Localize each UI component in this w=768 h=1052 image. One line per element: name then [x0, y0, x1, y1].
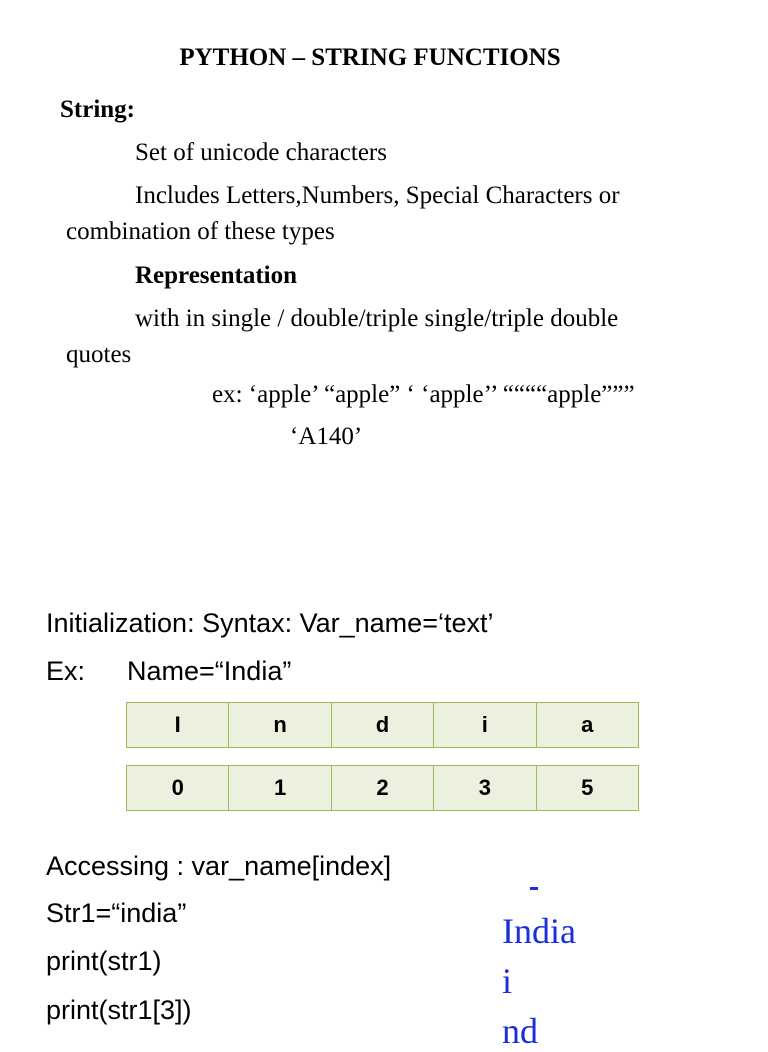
string-heading: String:	[60, 96, 135, 123]
representation-heading: Representation	[135, 262, 298, 289]
output-line-3: nd	[502, 1011, 538, 1051]
code-str1-assignment: Str1=“india”	[46, 898, 187, 928]
index-cell: 0	[127, 766, 229, 811]
char-cell: a	[536, 703, 638, 748]
index-cell: 3	[434, 766, 536, 811]
example-value: Name=“India”	[127, 656, 292, 686]
accessing-syntax: Accessing : var_name[index]	[46, 851, 392, 881]
index-cell: 1	[229, 766, 331, 811]
char-cell: d	[331, 703, 433, 748]
output-line-2: i	[502, 961, 513, 1001]
example-label: Ex:	[46, 656, 86, 686]
code-print-str1-index: print(str1[3])	[46, 995, 192, 1025]
string-definition: Set of unicode characters	[135, 139, 387, 166]
quotes-line-2: quotes	[66, 341, 132, 368]
example-a140: ‘A140’	[290, 423, 363, 450]
string-includes-line-2: combination of these types	[66, 218, 335, 245]
character-row	[127, 703, 639, 748]
quotes-line-1: with in single / double/triple single/triple double	[135, 305, 619, 332]
initialization-syntax: Initialization: Syntax: Var_name=‘text’	[46, 608, 494, 638]
index-row	[127, 766, 639, 811]
index-cell: 2	[331, 766, 433, 811]
output-line-1: India	[502, 911, 576, 951]
output-cropped-fragment	[530, 887, 566, 893]
quote-examples: ex: ‘apple’ “apple” ‘ ‘apple’’ ““““apple”””	[212, 381, 635, 408]
char-cell: n	[229, 703, 331, 748]
index-table	[126, 765, 639, 811]
char-cell: i	[434, 703, 536, 748]
code-print-str1: print(str1)	[46, 946, 162, 976]
index-cell: 5	[536, 766, 638, 811]
char-cell: I	[127, 703, 229, 748]
page-title: PYTHON – STRING FUNCTIONS	[179, 44, 561, 71]
string-includes-line-1: Includes Letters,Numbers, Special Characters or	[135, 182, 620, 209]
character-table	[126, 702, 639, 748]
